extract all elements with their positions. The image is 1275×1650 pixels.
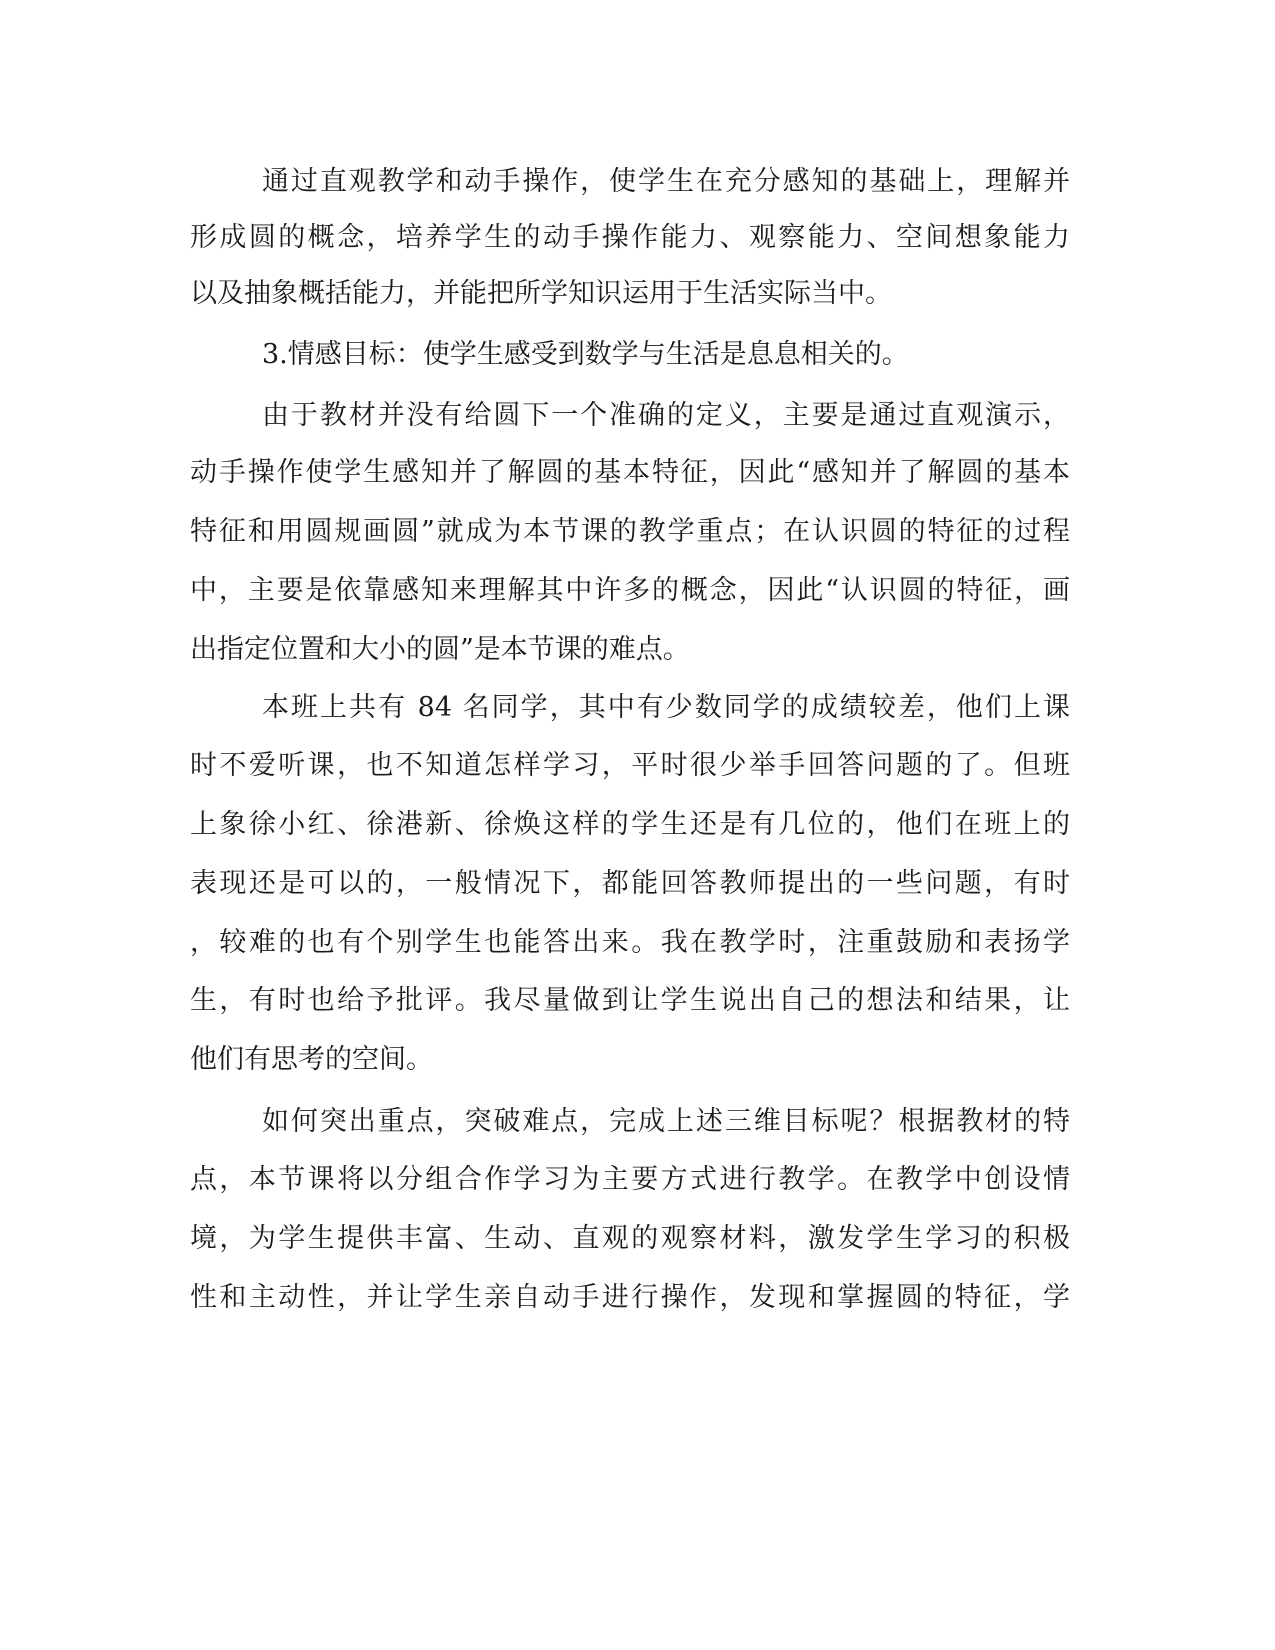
text-line: 点，本节课将以分组合作学习为主要方式进行教学。在教学中创设情 — [190, 1164, 1070, 1195]
text-line: 上象徐小红、徐港新、徐焕这样的学生还是有几位的，他们在班上的 — [190, 809, 1070, 840]
text-line: 生，有时也给予批评。我尽量做到让学生说出自己的想法和结果，让 — [190, 985, 1070, 1016]
text-line: 出指定位置和大小的圆”是本节课的难点。 — [190, 634, 690, 665]
text-line: 境，为学生提供丰富、生动、直观的观察材料，激发学生学习的积极 — [190, 1223, 1070, 1254]
text-line: 通过直观教学和动手操作，使学生在充分感知的基础上，理解并 — [262, 166, 1070, 197]
text-line: 性和主动性，并让学生亲自动手进行操作，发现和掌握圆的特征，学 — [190, 1282, 1070, 1313]
text-line: 时不爱听课，也不知道怎样学习，平时很少举手回答问题的了。但班 — [190, 750, 1070, 781]
text-line: 3.情感目标：使学生感受到数学与生活是息息相关的。 — [262, 339, 909, 370]
text-line: 他们有思考的空间。 — [190, 1044, 433, 1075]
text-line: 由于教材并没有给圆下一个准确的定义，主要是通过直观演示， — [262, 400, 1070, 431]
text-line: 表现还是可以的，一般情况下，都能回答教师提出的一些问题，有时 — [190, 868, 1070, 899]
text-line: 动手操作使学生感知并了解圆的基本特征，因此“感知并了解圆的基本 — [190, 457, 1070, 488]
text-line: 特征和用圆规画圆”就成为本节课的教学重点；在认识圆的特征的过程 — [190, 516, 1070, 547]
text-line: 以及抽象概括能力，并能把所学知识运用于生活实际当中。 — [190, 278, 892, 309]
text-line: 如何突出重点，突破难点，完成上述三维目标呢？根据教材的特 — [262, 1106, 1070, 1137]
text-line: 本班上共有 84 名同学，其中有少数同学的成绩较差，他们上课 — [262, 692, 1070, 723]
text-line: ，较难的也有个别学生也能答出来。我在教学时，注重鼓励和表扬学 — [190, 927, 1070, 958]
text-line: 形成圆的概念，培养学生的动手操作能力、观察能力、空间想象能力 — [190, 222, 1070, 253]
text-line: 中，主要是依靠感知来理解其中许多的概念，因此“认识圆的特征，画 — [190, 575, 1070, 606]
